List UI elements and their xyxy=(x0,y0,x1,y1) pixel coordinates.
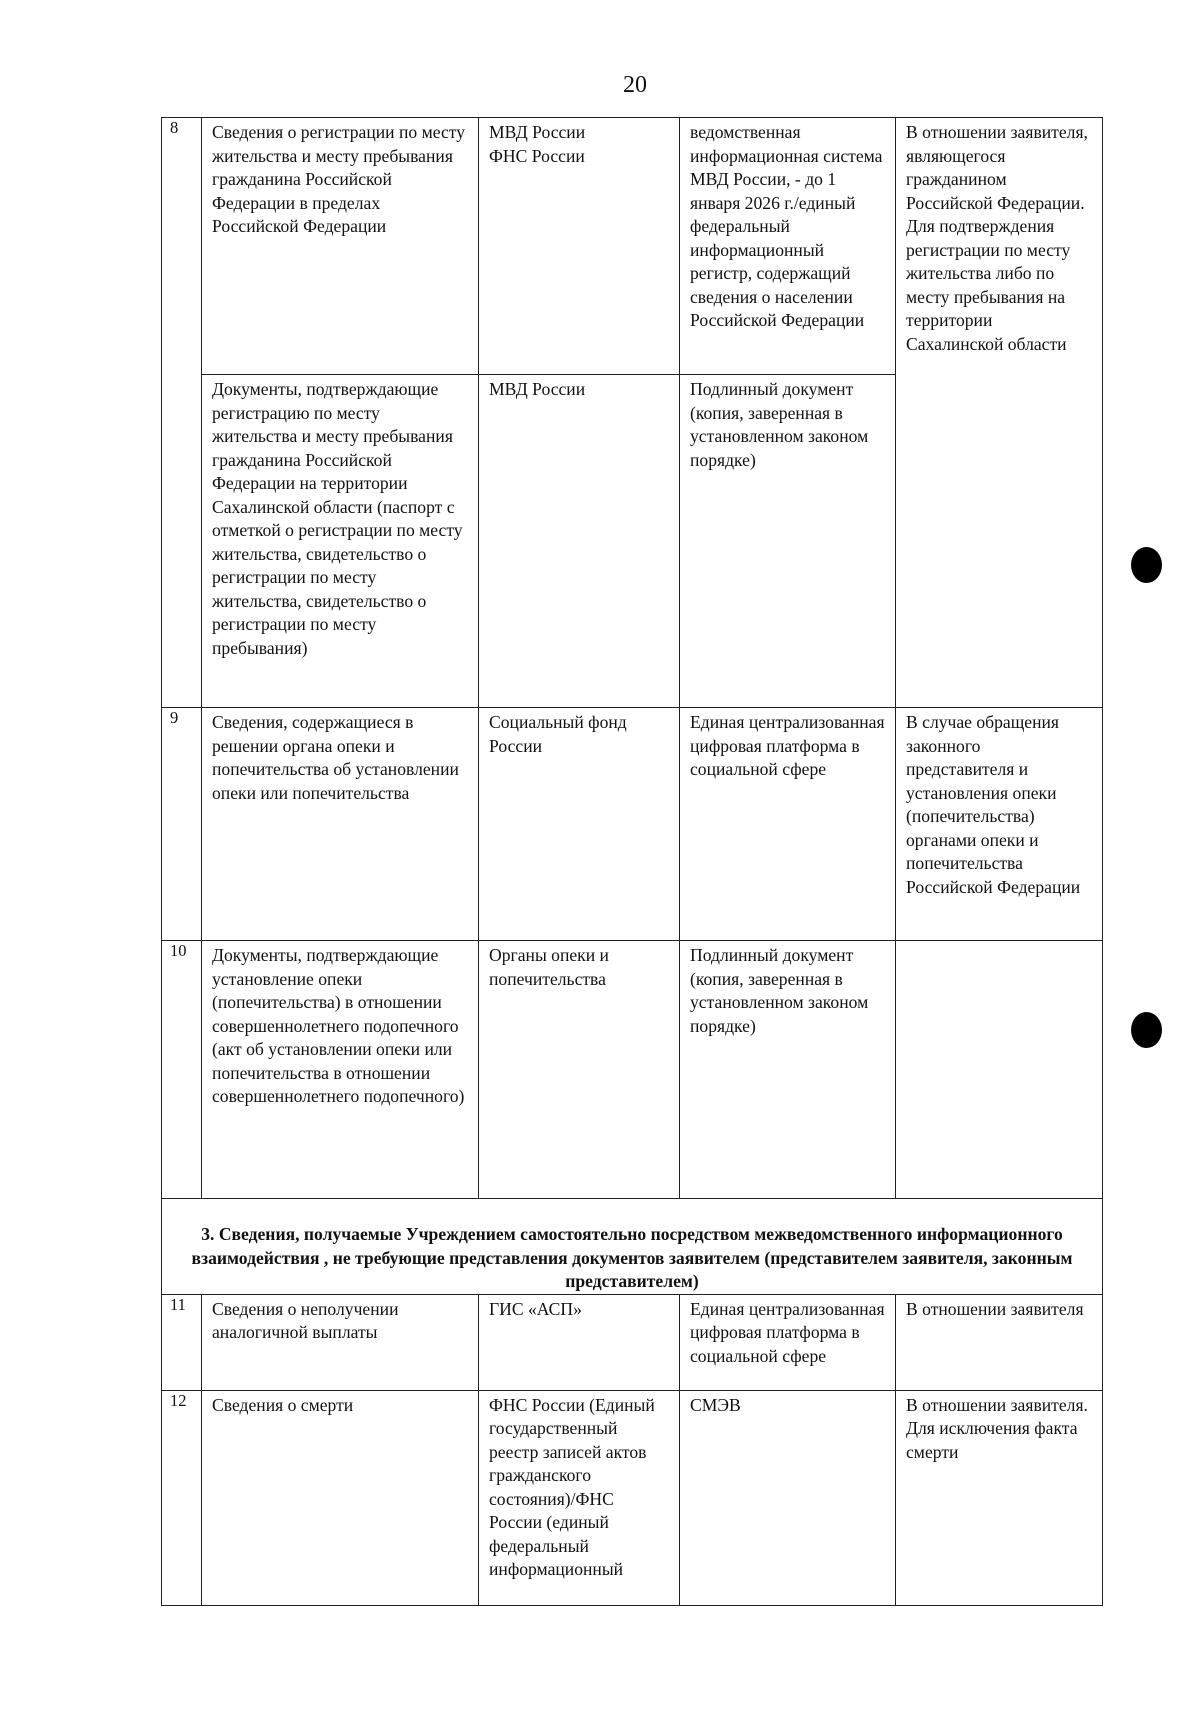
document-name: Сведения о неполучении аналогичной выплаты xyxy=(202,1294,479,1390)
info-system: Единая централизованная цифровая платформа в социальной сфере xyxy=(680,1294,896,1390)
punch-hole-mark xyxy=(1131,547,1162,583)
row-number: 9 xyxy=(162,708,202,941)
row-number: 12 xyxy=(162,1390,202,1605)
info-system: Подлинный документ (копия, заверенная в установленном законом порядке) xyxy=(680,941,896,1199)
note: В отношении заявителя, являющегося гражданином Российской Федерации. Для подтверждения регистрации по месту жительства либо по месту пребывания на территории Сахалинской области xyxy=(896,118,1103,708)
table-row xyxy=(162,708,1103,941)
info-system: СМЭВ xyxy=(680,1390,896,1605)
table-row xyxy=(162,118,1103,375)
table-row xyxy=(162,941,1103,1199)
info-system: Подлинный документ (копия, заверенная в установленном законом порядке) xyxy=(680,375,896,708)
section-heading-row xyxy=(162,1199,1103,1295)
note: В случае обращения законного представителя и установления опеки (попечительства) органами опеки и попечительства Российской Федерации xyxy=(896,708,1103,941)
data-source: Социальный фонд России xyxy=(479,708,680,941)
data-source: МВД России xyxy=(479,375,680,708)
document-name: Сведения, содержащиеся в решении органа опеки и попечительства об установлении опеки или попечительства xyxy=(202,708,479,941)
punch-hole-mark xyxy=(1131,1012,1162,1048)
note: В отношении заявителя xyxy=(896,1294,1103,1390)
row-number: 10 xyxy=(162,941,202,1199)
page-number: 20 xyxy=(623,72,647,98)
document-name: Сведения о смерти xyxy=(202,1390,479,1605)
table-row xyxy=(162,1294,1103,1390)
document-name: Документы, подтверждающие регистрацию по месту жительства и месту пребывания гражданина Российской Федерации на территории Сахалинской области (паспорт с отметкой о регистрации по месту жительства, свидетельство о регистрации по месту жительства, свидетельство о регистрации по месту пребывания) xyxy=(202,375,479,708)
data-source: Органы опеки и попечительства xyxy=(479,941,680,1199)
data-source: МВД России ФНС России xyxy=(479,118,680,375)
data-source: ФНС России (Единый государственный реестр записей актов гражданского состояния)/ФНС России (единый федеральный информационный xyxy=(479,1390,680,1605)
section-title: 3. Сведения, получаемые Учреждением самостоятельно посредством межведомственного информационного взаимодействия , не требующие представления документов заявителем (представителем заявителя, законным представителем) xyxy=(162,1199,1103,1295)
note: В отношении заявителя. Для исключения факта смерти xyxy=(896,1390,1103,1605)
data-source: ГИС «АСП» xyxy=(479,1294,680,1390)
row-number: 8 xyxy=(162,118,202,708)
documents-table xyxy=(161,117,1103,1606)
row-number: 11 xyxy=(162,1294,202,1390)
table-row xyxy=(162,1390,1103,1605)
document-name: Документы, подтверждающие установление опеки (попечительства) в отношении совершеннолетнего подопечного (акт об установлении опеки или попечительства в отношении совершеннолетнего подопечного) xyxy=(202,941,479,1199)
note xyxy=(896,941,1103,1199)
document-name: Сведения о регистрации по месту жительства и месту пребывания гражданина Российской Федерации в пределах Российской Федерации xyxy=(202,118,479,375)
info-system: ведомственная информационная система МВД России, - до 1 января 2026 г./единый федеральный информационный регистр, содержащий сведения о населении Российской Федерации xyxy=(680,118,896,375)
info-system: Единая централизованная цифровая платформа в социальной сфере xyxy=(680,708,896,941)
